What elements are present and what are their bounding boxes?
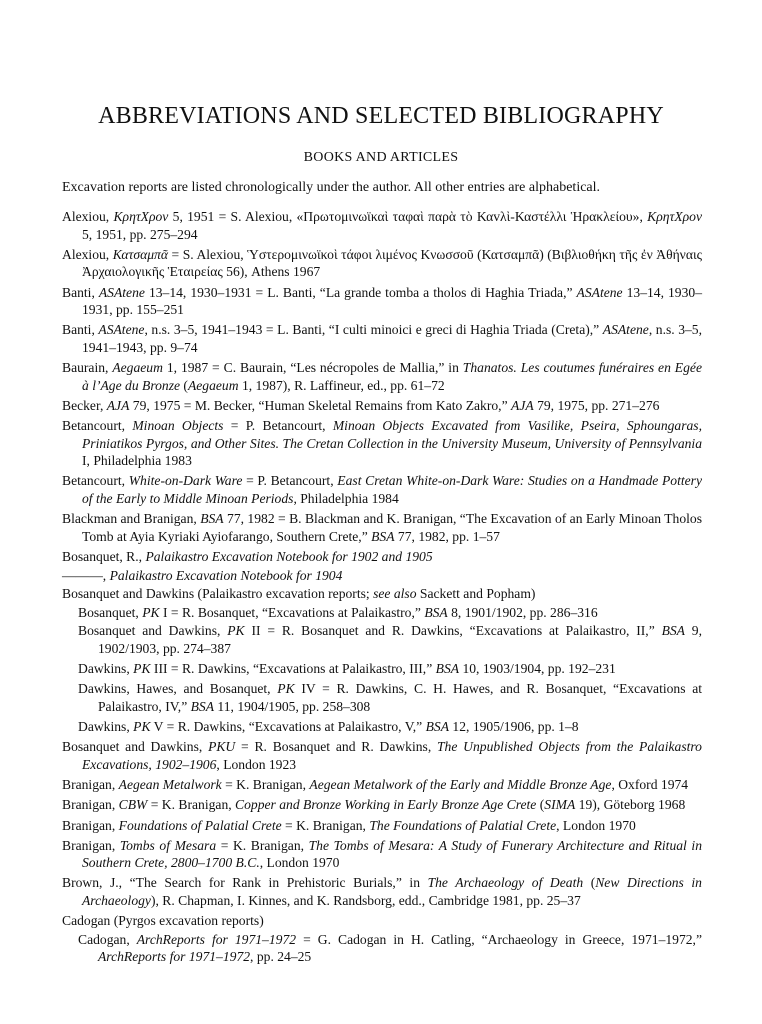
entry-text: Becker, (62, 397, 107, 413)
entry-text: I, Philadelphia 1983 (82, 453, 192, 469)
entry-text: Banti, (62, 284, 99, 300)
bibliography-entry (78, 604, 702, 622)
entry-italic-text: Minoan Objects (132, 418, 224, 434)
entry-text: Alexiou, (62, 209, 114, 224)
entry-text: 1, 1987 = C. Baurain, “Les nécropoles de Mallia,” in (162, 360, 463, 376)
bibliography-entry (62, 359, 702, 394)
entry-italic-text: PK (133, 661, 151, 677)
entry-text: 79, 1975, pp. 271–276 (533, 397, 660, 413)
bibliography-entry (62, 397, 702, 415)
entry-italic-text: Aegaeum (187, 377, 239, 393)
entry-italic-text: BSA (200, 511, 224, 527)
bibliography-entry (62, 208, 702, 243)
entry-text: , London 1923 (216, 756, 297, 772)
entry-italic-text: ASAtene (98, 284, 145, 300)
entry-italic-text: ASAtene (98, 322, 145, 338)
entry-text: Branigan, (62, 817, 119, 833)
entry-text: 13–14, 1930–1931 = L. Banti, “La grande tomba a tholos di Haghia Triada,” (144, 284, 577, 300)
entry-italic-text: White-on-Dark Ware (128, 473, 243, 489)
entry-text: , Oxford 1974 (611, 777, 689, 793)
bibliography-entry (78, 680, 702, 715)
entry-italic-text: see also (373, 586, 417, 602)
entry-italic-text: ΚρητΧρον (113, 209, 169, 224)
entry-text: , London 1970 (556, 817, 636, 833)
entry-text: = K. Branigan, (221, 777, 310, 793)
bibliography-entry (62, 548, 702, 566)
entry-italic-text: AJA (106, 397, 130, 413)
entry-italic-text: ArchReports for 1971–1972 (136, 931, 297, 947)
entry-text: Branigan, (62, 777, 119, 793)
entry-text: , n.s. 3–5, 1941–1943, pp. 9–74 (82, 322, 702, 355)
entry-text: Alexiou, (62, 246, 113, 262)
entry-text: ), R. Chapman, I. Kinnes, and K. Randsborg, edd., Cambridge 1981, pp. 25–37 (150, 893, 581, 909)
entry-text: Betancourt, (62, 473, 129, 489)
entry-text: 13–14, 1930–1931, pp. 155–251 (82, 284, 702, 318)
entry-text: Banti, (62, 322, 99, 338)
entry-text: Dawkins, (78, 661, 134, 677)
entry-text: Dawkins, (78, 719, 134, 735)
entry-italic-text: Aegean Metalwork of the Early and Middle Bronze Age (309, 777, 612, 793)
entry-text: Branigan, (62, 797, 119, 813)
entry-text: , n.s. 3–5, 1941–1943 = L. Banti, “I culti minoici e greci di Haghia Triada (Creta),” (144, 322, 603, 338)
bibliography-entry (78, 931, 702, 966)
entry-italic-text: Tombs of Mesara (119, 837, 217, 853)
entry-text: Cadogan (Pyrgos excavation reports) (62, 913, 264, 929)
entry-italic-text: New Directions in Archaeology (82, 875, 702, 909)
entry-italic-text: The Unpublished Objects from the Palaikastro Excavations, 1902–1906 (82, 739, 702, 772)
page-title: ABBREVIATIONS AND SELECTED BIBLIOGRAPHY (98, 103, 664, 129)
entry-italic-text: Thanatos. Les coutumes funéraires en Egée à l’Age du Bronze (82, 360, 702, 393)
entry-text: Bosanquet and Dawkins, (78, 623, 228, 639)
entry-italic-text: BSA (190, 698, 215, 714)
intro-note: Excavation reports are listed chronologically under the author. All other entries are alphabetical. (62, 180, 601, 195)
entry-italic-text: BSA (371, 528, 395, 544)
entry-italic-text: Κατσαμπᾶ (112, 246, 169, 262)
entry-text: 12, 1905/1906, pp. 1–8 (449, 719, 579, 735)
entry-italic-text: BSA (435, 661, 460, 677)
entry-italic-text: Copper and Bronze Working in Early Bronze Age Crete (235, 797, 537, 813)
entry-italic-text: PK (227, 623, 245, 639)
entry-text: = K. Branigan, (147, 797, 236, 813)
entry-text: Bosanquet and Dawkins (Palaikastro excavation reports; (62, 586, 374, 602)
bibliography-entry (62, 738, 702, 773)
bibliography-entry (62, 321, 702, 356)
bibliography-entry (78, 622, 702, 657)
bibliography-entry (62, 567, 702, 585)
entry-text: , Philadelphia 1984 (293, 491, 399, 507)
entry-italic-text: Palaikastro Excavation Notebook for 1904 (109, 567, 343, 583)
entry-italic-text: BSA (661, 623, 685, 639)
entry-text: IV = R. Dawkins, C. H. Hawes, and R. Bosanquet, “Excavations at Palaikastro, IV,” (98, 681, 703, 714)
entry-text: = S. Alexiou, Ὑστερομινωϊκοὶ τάφοι λιμένος Κνωσσοῦ (Κατσαμπᾶ) (Βιβλιοθήκη τῆς ἐν Ἀθήναις Ἀρχαιολογικῆς Ἑταιρείας 56), Athens 1967 (82, 246, 702, 280)
bibliography-entry (62, 912, 702, 930)
entry-italic-text: Aegean Metalwork (118, 777, 222, 793)
entry-text: V = R. Dawkins, “Excavations at Palaikastro, V,” (150, 719, 426, 735)
bibliography-entry (62, 472, 702, 507)
entry-text: Betancourt, (62, 418, 133, 434)
entry-text: ( (536, 797, 545, 813)
bibliography-entry (78, 660, 702, 678)
entry-italic-text: ΚρητΧρον (647, 209, 702, 224)
bibliography-entry (62, 284, 702, 319)
entry-text: 77, 1982, pp. 1–57 (394, 528, 500, 544)
entry-text: = P. Betancourt, (242, 473, 338, 489)
bibliography-entry (62, 585, 702, 603)
entry-italic-text: Foundations of Palatial Crete (118, 817, 282, 833)
entry-text: Cadogan, (78, 931, 137, 947)
entry-text: 19), Göteborg 1968 (575, 797, 686, 813)
bibliography-list (62, 208, 702, 969)
entry-text: Dawkins, Hawes, and Bosanquet, (78, 681, 278, 697)
entry-text: = R. Bosanquet and R. Dawkins, (235, 739, 437, 755)
bibliography-entry (62, 510, 702, 545)
entry-italic-text: The Foundations of Palatial Crete (369, 817, 557, 833)
entry-italic-text: AJA (511, 397, 534, 413)
entry-text: = P. Betancourt, (223, 418, 333, 434)
entry-text: = G. Cadogan in H. Catling, “Archaeology in Greece, 1971–1972,” (296, 931, 702, 947)
entry-text: = K. Branigan, (216, 837, 309, 853)
entry-italic-text: ASAtene (576, 284, 623, 300)
entry-text: 8, 1901/1902, pp. 286–316 (447, 604, 598, 620)
entry-italic-text: Minoan Objects Excavated from Vasilike, Pseira, Sphoungaras, Priniatikos Pyrgos, and Other Sites. The Cretan Collection in the University Museum, University of Pennsylvania (82, 418, 702, 451)
entry-text: Branigan, (62, 837, 120, 853)
entry-text: 9, 1902/1903, pp. 274–387 (98, 623, 702, 656)
section-subtitle: BOOKS AND ARTICLES (303, 150, 459, 165)
bibliography-entry (62, 796, 702, 814)
entry-text: I = R. Bosanquet, “Excavations at Palaikastro,” (159, 604, 425, 620)
entry-text: , London 1970 (259, 855, 340, 871)
entry-text: Baurain, (62, 360, 113, 376)
bibliography-entry (62, 417, 702, 470)
entry-text: 10, 1903/1904, pp. 192–231 (459, 661, 616, 677)
entry-text: 79, 1975 = M. Becker, “Human Skeletal Remains from Kato Zakro,” (129, 397, 512, 413)
entry-italic-text: PK (142, 604, 160, 620)
entry-text: ( (583, 875, 596, 891)
bibliography-entry (62, 837, 702, 872)
entry-italic-text: PKU (208, 739, 236, 755)
entry-text: Blackman and Branigan, (62, 511, 201, 527)
entry-text: Bosanquet, R., (62, 549, 146, 565)
bibliography-entry (62, 874, 702, 909)
entry-italic-text: ArchReports for 1971–1972 (98, 949, 251, 965)
entry-text: 11, 1904/1905, pp. 258–308 (214, 698, 371, 714)
entry-italic-text: The Archaeology of Death (427, 875, 584, 891)
bibliography-entry (62, 246, 702, 281)
bibliography-entry (62, 776, 702, 794)
entry-text: II = R. Bosanquet and R. Dawkins, “Excavations at Palaikastro, II,” (244, 623, 662, 639)
bibliography-entry (78, 718, 702, 736)
entry-italic-text: BSA (425, 719, 450, 735)
entry-text: , pp. 24–25 (250, 949, 312, 965)
entry-text: 1, 1987), R. Laffineur, ed., pp. 61–72 (238, 377, 445, 393)
entry-text: III = R. Dawkins, “Excavations at Palaikastro, III,” (150, 661, 436, 677)
bibliography-entry (62, 817, 702, 835)
entry-text: Bosanquet and Dawkins, (62, 739, 209, 755)
entry-italic-text: PK (277, 681, 295, 697)
entry-italic-text: BSA (424, 604, 448, 620)
entry-italic-text: SIMA (544, 797, 576, 813)
entry-text: ( (180, 377, 188, 393)
entry-italic-text: Palaikastro Excavation Notebook for 1902 and 1905 (145, 549, 433, 565)
entry-italic-text: PK (133, 719, 151, 735)
entry-italic-text: The Tombs of Mesara: A Study of Funerary Architecture and Ritual in Southern Crete, 2800–1700 B.C. (82, 837, 702, 871)
entry-text: 5, 1951 = S. Alexiou, «Πρωτομινωϊκαὶ ταφαὶ παρὰ τὸ Καvλὶ-Καστέλλι Ἡρακλείου», (168, 209, 648, 224)
entry-text: 5, 1951, pp. 275–294 (82, 226, 198, 242)
entry-italic-text: Aegaeum (112, 360, 163, 376)
entry-text: = K. Branigan, (281, 817, 370, 833)
entry-text: 77, 1982 = B. Blackman and K. Branigan, “The Excavation of an Early Minoan Tholos Tomb at Ayia Kyriaki Ayiofarango, Southern Crete,” (82, 511, 702, 544)
entry-text: Bosanquet, (78, 604, 143, 620)
entry-italic-text: ASAtene (602, 322, 649, 338)
entry-text: ———, (62, 567, 110, 583)
entry-text: Sackett and Popham) (416, 586, 536, 602)
entry-italic-text: East Cretan White-on-Dark Ware: Studies on a Handmade Pottery of the Early to Middle Minoan Periods (82, 473, 703, 507)
entry-text: Brown, J., “The Search for Rank in Prehistoric Burials,” in (62, 875, 428, 891)
entry-italic-text: CBW (118, 797, 148, 813)
